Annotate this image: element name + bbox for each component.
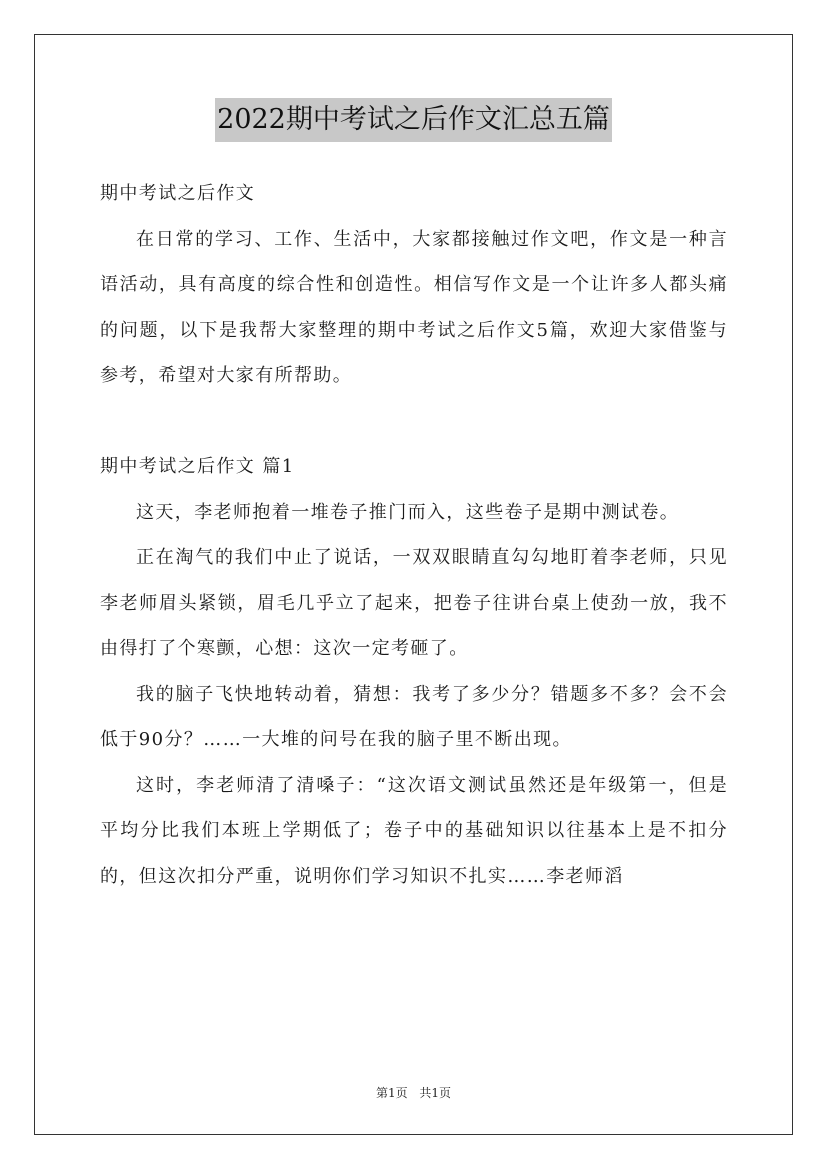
page-footer [0, 1084, 827, 1101]
intro-heading: 期中考试之后作文 [100, 183, 256, 204]
body-paragraph: 这时，李老师清了清嗓子：“这次语文测试虽然还是年级第一，但是平均分比我们本班上学期低了；卷子中的基础知识以往基本上是不扣分的，但这次扣分严重，说明你们学习知识不扎实……李老师滔 [100, 774, 728, 887]
intro-paragraph: 在日常的学习、工作、生活中，大家都接触过作文吧，作文是一种言语活动，具有高度的综合性和创造性。相信写作文是一个让许多人都头痛的问题，以下是我帮大家整理的期中考试之后作文5篇，欢迎大家借鉴与参考，希望对大家有所帮助。 [100, 228, 728, 386]
body-paragraph: 这天，李老师抱着一堆卷子推门而入，这些卷子是期中测试卷。 [136, 501, 680, 523]
page-number: 第1页 [375, 1086, 408, 1100]
page-total: 共1页 [419, 1086, 452, 1100]
document-title: 2022期中考试之后作文汇总五篇 [215, 98, 612, 142]
body-paragraph: 正在淘气的我们中止了说话，一双双眼睛直勾勾地盯着李老师，只见李老师眉头紧锁，眉毛几乎立了起来，把卷子往讲台桌上使劲一放，我不由得打了个寒颤，心想：这次一定考砸了。 [100, 547, 728, 659]
title-container [0, 98, 827, 142]
section-heading: 期中考试之后作文 篇1 [100, 456, 295, 477]
document-body [100, 171, 728, 899]
body-paragraph: 我的脑子飞快地转动着，猜想：我考了多少分？错题多不多？会不会低于90分？……一大堆的问号在我的脑子里不断出现。 [100, 683, 728, 750]
section-spacer [100, 399, 728, 445]
